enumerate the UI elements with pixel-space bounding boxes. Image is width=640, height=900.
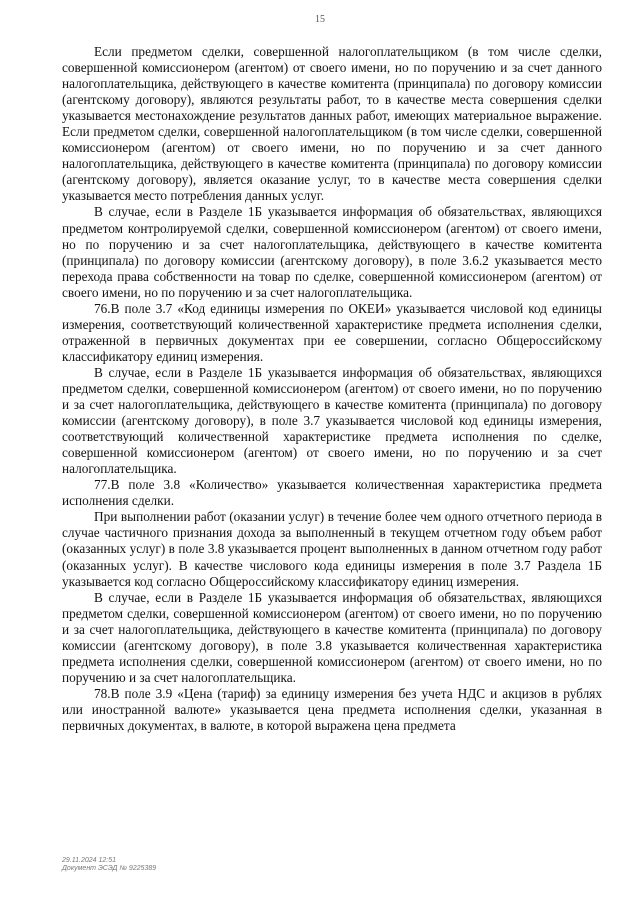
paragraph: В случае, если в Разделе 1Б указывается информация об обязательствах, являющихся предметом сделки, совершенной комиссионером (агентом) от своего имени, но по поручению и за счет налогоплательщика, действующего в качестве комитента (принципала) по договору комиссии (агентскому договору), в поле 3.7 указывается числовой код единицы измерения, соответствующий количественной характеристике предмета исполнения по сделке, совершенной комиссионером (агентом) от своего имени, но по поручению и за счет налогоплательщика. <box>62 364 602 477</box>
paragraph: 76.В поле 3.7 «Код единицы измерения по ОКЕИ» указывается числовой код единицы измерения, соответствующий количественной характеристике предмета исполнения сделки, отраженной в первичных документах при ее совершении, согласно Общероссийскому классификатору единиц измерения. <box>62 300 602 364</box>
footer-timestamp: 29.11.2024 12:51 <box>62 857 116 864</box>
document-body <box>62 44 602 734</box>
page-number: 15 <box>315 14 325 25</box>
footer-stamp <box>62 857 156 873</box>
paragraph: При выполнении работ (оказании услуг) в течение более чем одного отчетного периода в случае частичного признания дохода за выполненный в текущем отчетном году объем работ (оказанных услуг) в поле 3.8 указывается процент выполненных в данном отчетном году работ (оказанных услуг). В качестве числового кода единицы измерения в поле 3.7 Раздела 1Б указывается код согласно Общероссийскому классификатору единиц измерения. <box>62 509 602 589</box>
paragraph: 78.В поле 3.9 «Цена (тариф) за единицу измерения без учета НДС и акцизов в рублях или иностранной валюте» указывается цена предмета исполнения сделки, указанная в первичных документах, в валюте, в которой выражена цена предмета <box>62 685 602 733</box>
paragraph: В случае, если в Разделе 1Б указывается информация об обязательствах, являющихся предметом сделки, совершенной комиссионером (агентом) от своего имени, но по поручению и за счет налогоплательщика, действующего в качестве комитента (принципала) по договору комиссии (агентскому договору), в поле 3.8 указывается количественная характеристика предмета исполнения сделки, совершенной комиссионером (агентом) от своего имени, но по поручению и за счет налогоплательщика. <box>62 589 602 685</box>
paragraph: В случае, если в Разделе 1Б указывается информация об обязательствах, являющихся предметом контролируемой сделки, совершенной комиссионером (агентом) от своего имени, но по поручению и за счет налогоплательщика, действующего в качестве комитента (принципала) по договору комиссии (агентскому договору), в поле 3.6.2 указывается место перехода права собственности на товар по сделке, совершенной комиссионером (агентом) от своего имени, но по поручению и за счет налогоплательщика. <box>62 204 602 300</box>
paragraph: Если предметом сделки, совершенной налогоплательщиком (в том числе сделки, совершенной комиссионером (агентом) от своего имени, но по поручению и за счет данного налогоплательщика, действующего в качестве комитента (принципала) по договору комиссии (агентскому договору), являются результаты работ, то в качестве места совершения сделки указывается местонахождение результатов данных работ, имеющих материальное выражение. Если предметом сделки, совершенной налогоплательщиком (в том числе сделки, совершенной комиссионером (агентом) от своего имени, но по поручению и за счет данного налогоплательщика, действующего в качестве комитента (принципала) по договору комиссии (агентскому договору), является оказание услуг, то в качестве места совершения сделки указывается место потребления данных услуг. <box>62 44 602 204</box>
paragraph: 77.В поле 3.8 «Количество» указывается количественная характеристика предмета исполнения сделки. <box>62 477 602 509</box>
footer-system-id: Документ ЭСЭД № 9225389 <box>62 865 157 872</box>
